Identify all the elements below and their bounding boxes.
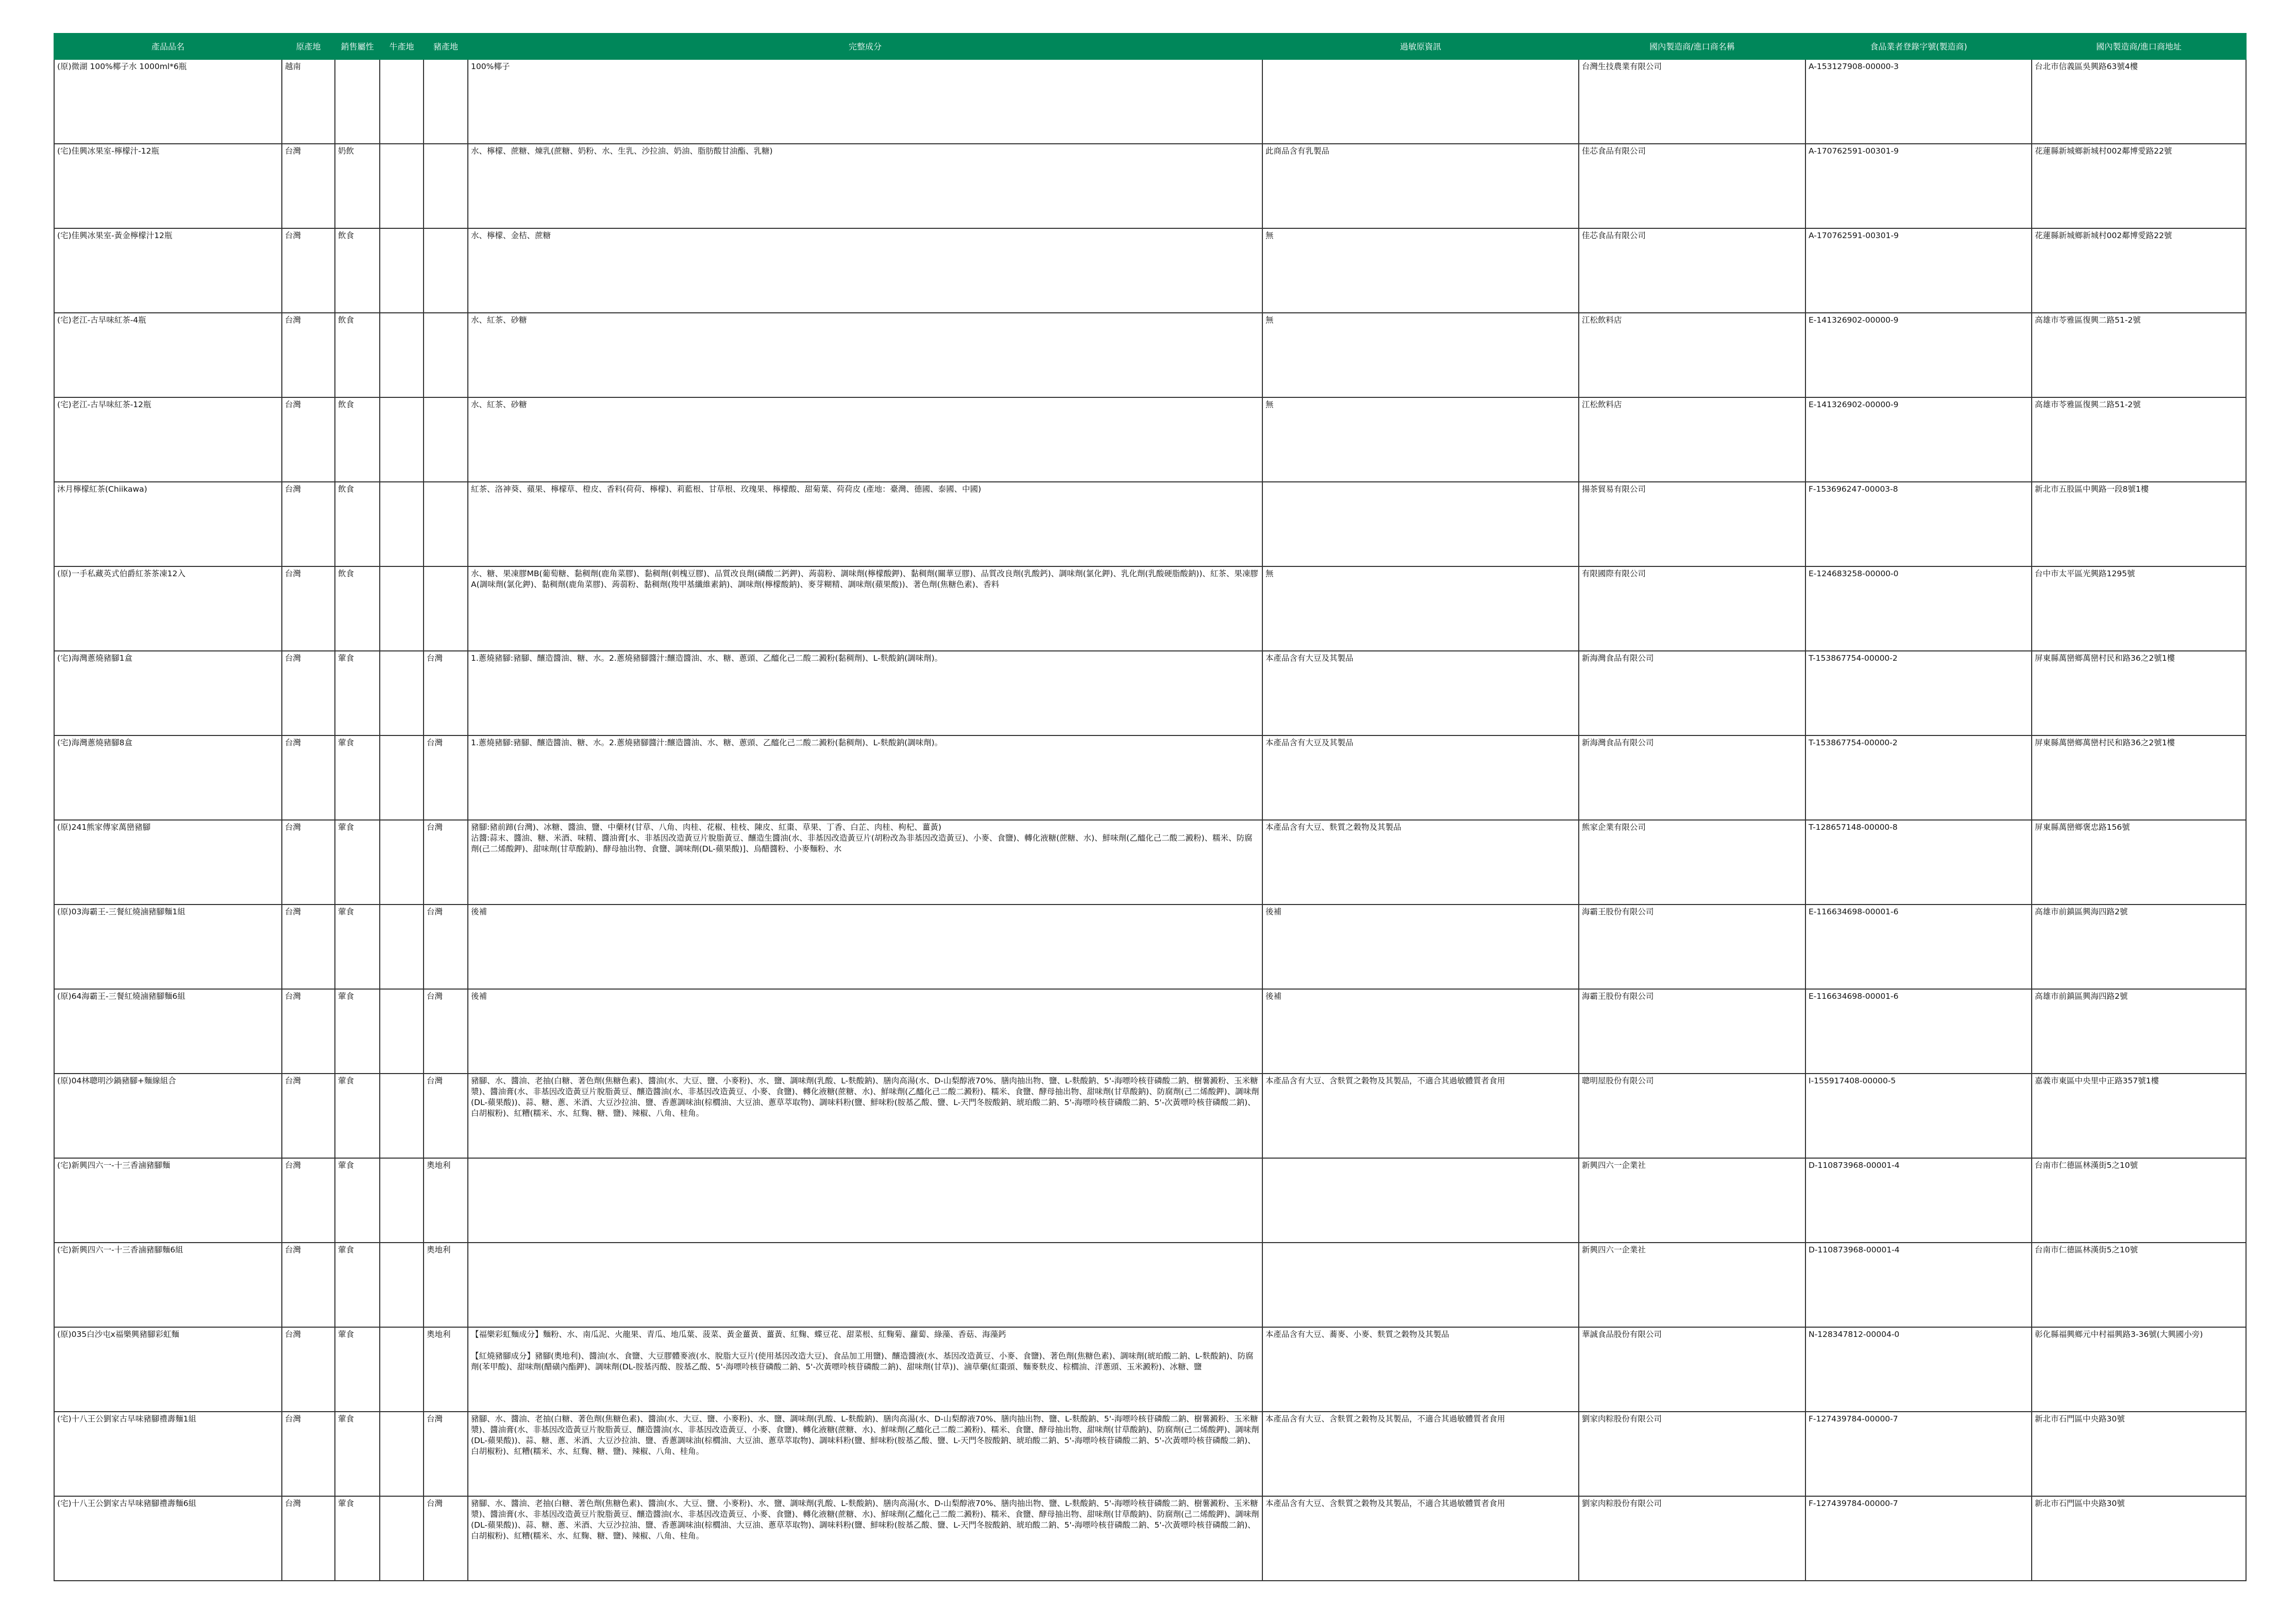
company-cell: 海霸王股份有限公司 <box>1579 989 1805 1074</box>
beef-origin-cell <box>380 1412 424 1496</box>
ingredients-cell: 後補 <box>468 989 1262 1074</box>
registration-cell: N-128347812-00004-0 <box>1805 1327 2032 1412</box>
allergen-cell <box>1262 482 1579 566</box>
allergen-cell: 本產品含有大豆、麩質之穀物及其製品 <box>1262 820 1579 905</box>
registration-cell: D-110873968-00001-4 <box>1805 1158 2032 1243</box>
product-name-cell: (原)64海霸王-三餐紅燒滷豬腳麵6組 <box>54 989 282 1074</box>
ingredients-cell: 水、紅茶、砂糖 <box>468 397 1262 482</box>
address-cell: 花蓮縣新城鄉新城村002鄰博愛路22號 <box>2032 228 2246 313</box>
product-name-cell: (原)03海霸王-三餐紅燒滷豬腳麵1組 <box>54 905 282 989</box>
beef-origin-cell <box>380 313 424 397</box>
origin-cell: 台灣 <box>282 735 335 820</box>
category-cell: 葷食 <box>335 1243 380 1327</box>
product-name-cell: (宅)海灣蔥燒豬腳8盒 <box>54 735 282 820</box>
allergen-cell: 本產品含有大豆、蕎麥、小麥、麩質之穀物及其製品 <box>1262 1327 1579 1412</box>
table-row <box>54 735 2246 820</box>
category-cell: 葷食 <box>335 1158 380 1243</box>
company-cell: 有限國際有限公司 <box>1579 566 1805 651</box>
company-cell: 新海灣食品有限公司 <box>1579 735 1805 820</box>
category-cell: 葷食 <box>335 989 380 1074</box>
category-cell: 葷食 <box>335 820 380 905</box>
company-cell: 揚茶貿易有限公司 <box>1579 482 1805 566</box>
category-cell: 葷食 <box>335 905 380 989</box>
company-cell: 劉家肉粽股份有限公司 <box>1579 1412 1805 1496</box>
table-row <box>54 1158 2246 1243</box>
beef-origin-cell <box>380 59 424 144</box>
allergen-cell: 本產品含有大豆、含麩質之穀物及其製品，不適合其過敏體質者食用 <box>1262 1074 1579 1158</box>
ingredients-cell: 豬腳、水、醬油、老抽(白糖、著色劑(焦糖色素)、醬油(水、大豆、鹽、小麥粉)、水、鹽、調味劑(乳酸、L-麩酸鈉)、膳肉高湯(水、D-山梨醇液70%、膳肉抽出物、鹽、L-麩酸鈉、5'-海嘌呤核苷磷酸二鈉、樹薯澱粉、玉米糖漿)、醬油膏(水、非基因改造黃豆片脫脂黃豆、釀造醬油(水、非基因改造黃豆、小麥、食鹽)、轉化液糖(蔗糖、水)、鮮味劑(乙醯化己二酸二澱粉)、糯米、食鹽、酵母抽出物、甜味劑(甘草酸鈉)、防腐劑(己二烯酸鉀)、調味劑(DL-蘋果酸))、蒜、糖、蔥、米酒、大豆沙拉油、鹽、香蔥調味油(棕櫚油、大豆油、蔥草萃取物)、調味料粉(鹽、鮮味粉(胺基乙酸、鹽、L-天門冬胺酸鈉、琥珀酸二鈉、5'-海嘌呤核苷磷酸二鈉、5'-次黃嘌呤核苷磷酸二鈉)、白胡椒粉)、紅糟(糯米、水、紅麴、糖、鹽)、辣椒、八角、桂角。 <box>468 1412 1262 1496</box>
allergen-cell: 無 <box>1262 397 1579 482</box>
pork-origin-cell <box>424 313 468 397</box>
category-cell: 葷食 <box>335 1327 380 1412</box>
ingredients-cell: 【福樂彩虹麵成分】麵粉、水、南瓜泥、火龍果、青瓜、地瓜葉、菠菜、黃金薑黃、薑黃、紅麴、蝶豆花、甜菜根、紅麴菊、蘿蔔、綠藻、香菇、海藻鈣 【紅燒豬腳成分】豬腳(奧地利)、醬油(水、食鹽、大豆膠體麥液(水、脫脂大豆片(使用基因改造大豆)、食品加工用鹽)、釀造醬液(水、基因改造黃豆、小麥、食鹽)、著色劑(焦糖色素)、調味劑(琥珀酸二鈉、L-麩酸鈉)、防腐劑(苯甲酸)、甜味劑(醋磺內酯鉀)、調味劑(DL-胺基丙酸、胺基乙酸、5'-海嘌呤核苷磷酸二鈉、5'-次黃嘌呤核苷磷酸二鈉)、甜味劑(甘草))、滷草藥(紅棗頭、麵麥麩皮、棕櫚油、洋蔥頭、玉米澱粉)、冰糖、鹽 <box>468 1327 1262 1412</box>
origin-cell: 台灣 <box>282 1074 335 1158</box>
address-cell: 高雄市前鎮區興海四路2號 <box>2032 905 2246 989</box>
registration-cell: A-170762591-00301-9 <box>1805 144 2032 228</box>
pork-origin-cell <box>424 397 468 482</box>
address-cell: 新北市石門區中央路30號 <box>2032 1412 2246 1496</box>
beef-origin-cell <box>380 1074 424 1158</box>
allergen-cell: 本產品含有大豆、含麩質之穀物及其製品，不適合其過敏體質者食用 <box>1262 1412 1579 1496</box>
origin-cell: 台灣 <box>282 144 335 228</box>
beef-origin-cell <box>380 651 424 735</box>
origin-cell: 台灣 <box>282 1243 335 1327</box>
origin-cell: 台灣 <box>282 1327 335 1412</box>
category-cell: 葷食 <box>335 651 380 735</box>
product-name-cell: (宅)新興四六一-十三香滷豬腳麵6組 <box>54 1243 282 1327</box>
ingredients-cell: 水、糖、果凍膠MB(葡萄糖、黏稠劑(鹿角菜膠)、黏稠劑(刺槐豆膠)、品質改良劑(磷酸二鈣鉀)、蒟蒻粉、調味劑(檸檬酸鉀)、黏稠劑(關華豆膠)、品質改良劑(乳酸鈣)、調味劑(氯化鉀)、乳化劑(乳酸硬脂酸鈉))、紅茶、果凍膠A(調味劑(氯化鉀)、黏稠劑(鹿角菜膠)、蒟蒻粉、黏稠劑(羧甲基纖維素鈉)、調味劑(檸檬酸鈉)、麥芽糊精、調味劑(蘋果酸))、著色劑(焦糖色素)、香料 <box>468 566 1262 651</box>
category-cell: 飲食 <box>335 228 380 313</box>
allergen-cell: 本產品含有大豆及其製品 <box>1262 651 1579 735</box>
table-row <box>54 1327 2246 1412</box>
product-name-cell: (原)035白沙屯x福樂興豬腳彩虹麵 <box>54 1327 282 1412</box>
beef-origin-cell <box>380 1496 424 1581</box>
allergen-cell: 本產品含有大豆、含麩質之穀物及其製品，不適合其過敏體質者食用 <box>1262 1496 1579 1581</box>
allergen-cell: 本產品含有大豆及其製品 <box>1262 735 1579 820</box>
company-cell: 新興四六一企業社 <box>1579 1243 1805 1327</box>
ingredients-cell <box>468 1243 1262 1327</box>
allergen-cell: 無 <box>1262 566 1579 651</box>
ingredients-cell: 水、紅茶、砂糖 <box>468 313 1262 397</box>
origin-cell: 台灣 <box>282 566 335 651</box>
product-name-cell: (宅)佳興冰果室-黃金檸檬汁12瓶 <box>54 228 282 313</box>
address-cell: 台南市仁德區林漢街5之10號 <box>2032 1243 2246 1327</box>
table-row <box>54 397 2246 482</box>
beef-origin-cell <box>380 482 424 566</box>
table-row <box>54 989 2246 1074</box>
category-cell: 葷食 <box>335 735 380 820</box>
company-cell: 江松飲料店 <box>1579 313 1805 397</box>
table-row <box>54 1496 2246 1581</box>
table-row <box>54 1074 2246 1158</box>
pork-origin-cell <box>424 566 468 651</box>
category-cell: 飲食 <box>335 397 380 482</box>
category-cell: 葷食 <box>335 1074 380 1158</box>
pork-origin-cell <box>424 482 468 566</box>
table-row <box>54 482 2246 566</box>
header-company: 國內製造商/進口商名稱 <box>1579 34 1805 59</box>
beef-origin-cell <box>380 1327 424 1412</box>
beef-origin-cell <box>380 566 424 651</box>
ingredients-cell: 1.蔥燒豬腳:豬腳、釀造醬油、糖、水。2.蔥燒豬腳醬汁:釀造醬油、水、糖、蔥頭、乙醯化己二酸二澱粉(黏稠劑)、L-麩酸鈉(調味劑)。 <box>468 735 1262 820</box>
table-row <box>54 820 2246 905</box>
company-cell: 佳芯食品有限公司 <box>1579 144 1805 228</box>
product-name-cell: (宅)十八王公劉家古早味豬腳禮壽麵1組 <box>54 1412 282 1496</box>
origin-cell: 台灣 <box>282 1412 335 1496</box>
company-cell: 江松飲料店 <box>1579 397 1805 482</box>
pork-origin-cell: 台灣 <box>424 905 468 989</box>
address-cell: 高雄市苓雅區復興二路51-2號 <box>2032 313 2246 397</box>
address-cell: 台中市太平區光興路1295號 <box>2032 566 2246 651</box>
pork-origin-cell: 台灣 <box>424 989 468 1074</box>
pork-origin-cell: 台灣 <box>424 820 468 905</box>
pork-origin-cell: 奧地利 <box>424 1158 468 1243</box>
pork-origin-cell: 台灣 <box>424 1074 468 1158</box>
beef-origin-cell <box>380 1158 424 1243</box>
pork-origin-cell: 台灣 <box>424 1496 468 1581</box>
registration-cell: F-127439784-00000-7 <box>1805 1412 2032 1496</box>
company-cell: 劉家肉粽股份有限公司 <box>1579 1496 1805 1581</box>
registration-cell: E-116634698-00001-6 <box>1805 905 2032 989</box>
company-cell: 新海灣食品有限公司 <box>1579 651 1805 735</box>
registration-cell: I-155917408-00000-5 <box>1805 1074 2032 1158</box>
origin-cell: 台灣 <box>282 820 335 905</box>
header-allergen: 過敏原資訊 <box>1262 34 1579 59</box>
address-cell: 高雄市苓雅區復興二路51-2號 <box>2032 397 2246 482</box>
header-address: 國內製造商/進口商地址 <box>2032 34 2246 59</box>
address-cell: 彰化縣福興鄉元中村福興路3-36號(大興國小旁) <box>2032 1327 2246 1412</box>
category-cell: 奶飲 <box>335 144 380 228</box>
pork-origin-cell <box>424 59 468 144</box>
table-row <box>54 1412 2246 1496</box>
header-beef-origin: 牛產地 <box>380 34 424 59</box>
product-name-cell: (宅)老江-古早味紅茶-12瓶 <box>54 397 282 482</box>
address-cell: 高雄市前鎮區興海四路2號 <box>2032 989 2246 1074</box>
address-cell: 屏東縣萬巒鄉萬巒村民和路36之2號1樓 <box>2032 735 2246 820</box>
product-name-cell: (原)241熊家傳家萬巒豬腳 <box>54 820 282 905</box>
ingredients-cell: 紅茶、洛神葵、蘋果、檸檬草、橙皮、香料(荷荷、檸檬)、莉藍根、甘草根、玫瑰果、檸檬酸、甜菊葉、荷荷皮 (產地：臺灣、德國、泰國、中國) <box>468 482 1262 566</box>
ingredients-cell <box>468 1158 1262 1243</box>
ingredients-cell: 豬腳、水、醬油、老抽(白糖、著色劑(焦糖色素)、醬油(水、大豆、鹽、小麥粉)、水、鹽、調味劑(乳酸、L-麩酸鈉)、膳肉高湯(水、D-山梨醇液70%、膳肉抽出物、鹽、L-麩酸鈉、5'-海嘌呤核苷磷酸二鈉、樹薯澱粉、玉米糖漿)、醬油膏(水、非基因改造黃豆片脫脂黃豆、釀造醬油(水、非基因改造黃豆、小麥、食鹽)、轉化液糖(蔗糖、水)、鮮味劑(乙醯化己二酸二澱粉)、糯米、食鹽、酵母抽出物、甜味劑(甘草酸鈉)、防腐劑(己二烯酸鉀)、調味劑(DL-蘋果酸))、蒜、糖、蔥、米酒、大豆沙拉油、鹽、香蔥調味油(棕櫚油、大豆油、蔥草萃取物)、調味料粉(鹽、鮮味粉(胺基乙酸、鹽、L-天門冬胺酸鈉、琥珀酸二鈉、5'-海嘌呤核苷磷酸二鈉、5'-次黃嘌呤核苷磷酸二鈉)、白胡椒粉)、紅糟(糯米、水、紅麴、糖、鹽)、辣椒、八角、桂角。 <box>468 1496 1262 1581</box>
ingredients-cell: 豬腳:豬前蹄(台灣)、冰糖、醬油、鹽、中藥材(甘草、八角、肉桂、花椒、桂枝、陳皮、紅棗、草果、丁香、白芷、肉桂、枸杞、薑黃) 沾醬:蒜末、醬油、糖、米酒、味精、醬油膏[水、非基因改造黃豆片脫脂黃豆、釀造生醬油(水、非基因改造黃豆片(胡粉改為非基因改造黃豆)、小麥、食鹽)、轉化液糖(蔗糖、水)、鮮味劑(乙醯化己二酸二澱粉)、糯米、防腐劑(己二烯酸鉀)、甜味劑(甘草酸鈉)、酵母抽出物、食鹽、調味劑(DL-蘋果酸)]、烏醋醬粉、小麥麵粉、水 <box>468 820 1262 905</box>
table-row <box>54 144 2246 228</box>
allergen-cell: 無 <box>1262 313 1579 397</box>
origin-cell: 越南 <box>282 59 335 144</box>
company-cell: 台灣生技農業有限公司 <box>1579 59 1805 144</box>
address-cell: 花蓮縣新城鄉新城村002鄰博愛路22號 <box>2032 144 2246 228</box>
header-pork-origin: 豬產地 <box>424 34 468 59</box>
pork-origin-cell <box>424 144 468 228</box>
header-registration: 食品業者登錄字號(製造商) <box>1805 34 2032 59</box>
table-row <box>54 1243 2246 1327</box>
table-row <box>54 651 2246 735</box>
origin-cell: 台灣 <box>282 313 335 397</box>
address-cell: 新北市石門區中央路30號 <box>2032 1496 2246 1581</box>
pork-origin-cell: 奧地利 <box>424 1327 468 1412</box>
beef-origin-cell <box>380 1243 424 1327</box>
company-cell: 聰明屋股份有限公司 <box>1579 1074 1805 1158</box>
product-name-cell: (原)04林聰明沙鍋豬腳+麵線組合 <box>54 1074 282 1158</box>
ingredients-cell: 水、檸檬、蔗糖、煉乳(蔗糖、奶粉、水、生乳、沙拉油、奶油、脂肪酸甘油酯、乳糖) <box>468 144 1262 228</box>
address-cell: 新北市五股區中興路一段8號1樓 <box>2032 482 2246 566</box>
product-name-cell: (宅)十八王公劉家古早味豬腳禮壽麵6組 <box>54 1496 282 1581</box>
allergen-cell <box>1262 1158 1579 1243</box>
product-name-cell: (宅)新興四六一-十三香滷豬腳麵 <box>54 1158 282 1243</box>
company-cell: 熊家企業有限公司 <box>1579 820 1805 905</box>
allergen-cell: 此商品含有乳製品 <box>1262 144 1579 228</box>
address-cell: 台南市仁德區林漢街5之10號 <box>2032 1158 2246 1243</box>
ingredients-cell: 100%椰子 <box>468 59 1262 144</box>
table-row <box>54 566 2246 651</box>
company-cell: 海霸王股份有限公司 <box>1579 905 1805 989</box>
beef-origin-cell <box>380 735 424 820</box>
allergen-cell <box>1262 1243 1579 1327</box>
beef-origin-cell <box>380 989 424 1074</box>
product-name-cell: (宅)佳興冰果室-檸檬汁-12瓶 <box>54 144 282 228</box>
origin-cell: 台灣 <box>282 482 335 566</box>
registration-cell: A-153127908-00000-3 <box>1805 59 2032 144</box>
category-cell <box>335 59 380 144</box>
company-cell: 佳芯食品有限公司 <box>1579 228 1805 313</box>
header-category: 銷售屬性 <box>335 34 380 59</box>
allergen-cell: 無 <box>1262 228 1579 313</box>
header-ingredients: 完整成分 <box>468 34 1262 59</box>
company-cell: 華誠食品股份有限公司 <box>1579 1327 1805 1412</box>
pork-origin-cell: 台灣 <box>424 651 468 735</box>
registration-cell: T-128657148-00000-8 <box>1805 820 2032 905</box>
registration-cell: T-153867754-00000-2 <box>1805 651 2032 735</box>
beef-origin-cell <box>380 228 424 313</box>
header-product-name: 產品品名 <box>54 34 282 59</box>
product-spec-table <box>54 33 2247 1581</box>
allergen-cell <box>1262 59 1579 144</box>
registration-cell: E-141326902-00000-9 <box>1805 313 2032 397</box>
product-name-cell: (原)微湖 100%椰子水 1000ml*6瓶 <box>54 59 282 144</box>
table-row <box>54 313 2246 397</box>
origin-cell: 台灣 <box>282 651 335 735</box>
registration-cell: E-124683258-00000-0 <box>1805 566 2032 651</box>
category-cell: 飲食 <box>335 566 380 651</box>
address-cell: 嘉義市東區中央里中正路357號1樓 <box>2032 1074 2246 1158</box>
registration-cell: F-127439784-00000-7 <box>1805 1496 2032 1581</box>
table-row <box>54 905 2246 989</box>
registration-cell: T-153867754-00000-2 <box>1805 735 2032 820</box>
allergen-cell: 後補 <box>1262 905 1579 989</box>
category-cell: 葷食 <box>335 1496 380 1581</box>
product-name-cell: 沐月檸檬紅茶(Chiikawa) <box>54 482 282 566</box>
ingredients-cell: 豬腳、水、醬油、老抽(白糖、著色劑(焦糖色素)、醬油(水、大豆、鹽、小麥粉)、水、鹽、調味劑(乳酸、L-麩酸鈉)、膳肉高湯(水、D-山梨醇液70%、膳肉抽出物、鹽、L-麩酸鈉、5'-海嘌呤核苷磷酸二鈉、樹薯澱粉、玉米糖漿)、醬油膏(水、非基因改造黃豆片脫脂黃豆、釀造醬油(水、非基因改造黃豆、小麥、食鹽)、轉化液糖(蔗糖、水)、鮮味劑(乙醯化己二酸二澱粉)、糯米、食鹽、酵母抽出物、甜味劑(甘草酸鈉)、防腐劑(己二烯酸鉀)、調味劑(DL-蘋果酸))、蒜、糖、蔥、米酒、大豆沙拉油、鹽、香蔥調味油(棕櫚油、大豆油、蔥草萃取物)、調味料粉(鹽、鮮味粉(胺基乙酸、鹽、L-天門冬胺酸鈉、琥珀酸二鈉、5'-海嘌呤核苷磷酸二鈉、5'-次黃嘌呤核苷磷酸二鈉)、白胡椒粉)、紅糟(糯米、水、紅麴、糖、鹽)、辣椒、八角、桂角。 <box>468 1074 1262 1158</box>
table-row <box>54 228 2246 313</box>
product-name-cell: (原)一手私藏英式伯爵紅茶茶凍12入 <box>54 566 282 651</box>
allergen-cell: 後補 <box>1262 989 1579 1074</box>
ingredients-cell: 水、檸檬、金桔、蔗糖 <box>468 228 1262 313</box>
origin-cell: 台灣 <box>282 1496 335 1581</box>
beef-origin-cell <box>380 144 424 228</box>
origin-cell: 台灣 <box>282 989 335 1074</box>
address-cell: 台北市信義區吳興路63號4樓 <box>2032 59 2246 144</box>
ingredients-cell: 1.蔥燒豬腳:豬腳、釀造醬油、糖、水。2.蔥燒豬腳醬汁:釀造醬油、水、糖、蔥頭、乙醯化己二酸二澱粉(黏稠劑)、L-麩酸鈉(調味劑)。 <box>468 651 1262 735</box>
origin-cell: 台灣 <box>282 1158 335 1243</box>
product-name-cell: (宅)老江-古早味紅茶-4瓶 <box>54 313 282 397</box>
header-row <box>54 34 2246 59</box>
ingredients-cell: 後補 <box>468 905 1262 989</box>
address-cell: 屏東縣萬巒鄉萬巒村民和路36之2號1樓 <box>2032 651 2246 735</box>
registration-cell: A-170762591-00301-9 <box>1805 228 2032 313</box>
pork-origin-cell <box>424 228 468 313</box>
pork-origin-cell: 台灣 <box>424 1412 468 1496</box>
address-cell: 屏東縣萬巒鄉褒忠路156號 <box>2032 820 2246 905</box>
origin-cell: 台灣 <box>282 397 335 482</box>
product-name-cell: (宅)海灣蔥燒豬腳1盒 <box>54 651 282 735</box>
category-cell: 飲食 <box>335 313 380 397</box>
table-row <box>54 59 2246 144</box>
origin-cell: 台灣 <box>282 228 335 313</box>
registration-cell: E-116634698-00001-6 <box>1805 989 2032 1074</box>
beef-origin-cell <box>380 397 424 482</box>
pork-origin-cell: 奧地利 <box>424 1243 468 1327</box>
beef-origin-cell <box>380 905 424 989</box>
registration-cell: E-141326902-00000-9 <box>1805 397 2032 482</box>
header-origin: 原產地 <box>282 34 335 59</box>
pork-origin-cell: 台灣 <box>424 735 468 820</box>
category-cell: 葷食 <box>335 1412 380 1496</box>
origin-cell: 台灣 <box>282 905 335 989</box>
registration-cell: D-110873968-00001-4 <box>1805 1243 2032 1327</box>
registration-cell: F-153696247-00003-8 <box>1805 482 2032 566</box>
beef-origin-cell <box>380 820 424 905</box>
category-cell: 飲食 <box>335 482 380 566</box>
company-cell: 新興四六一企業社 <box>1579 1158 1805 1243</box>
